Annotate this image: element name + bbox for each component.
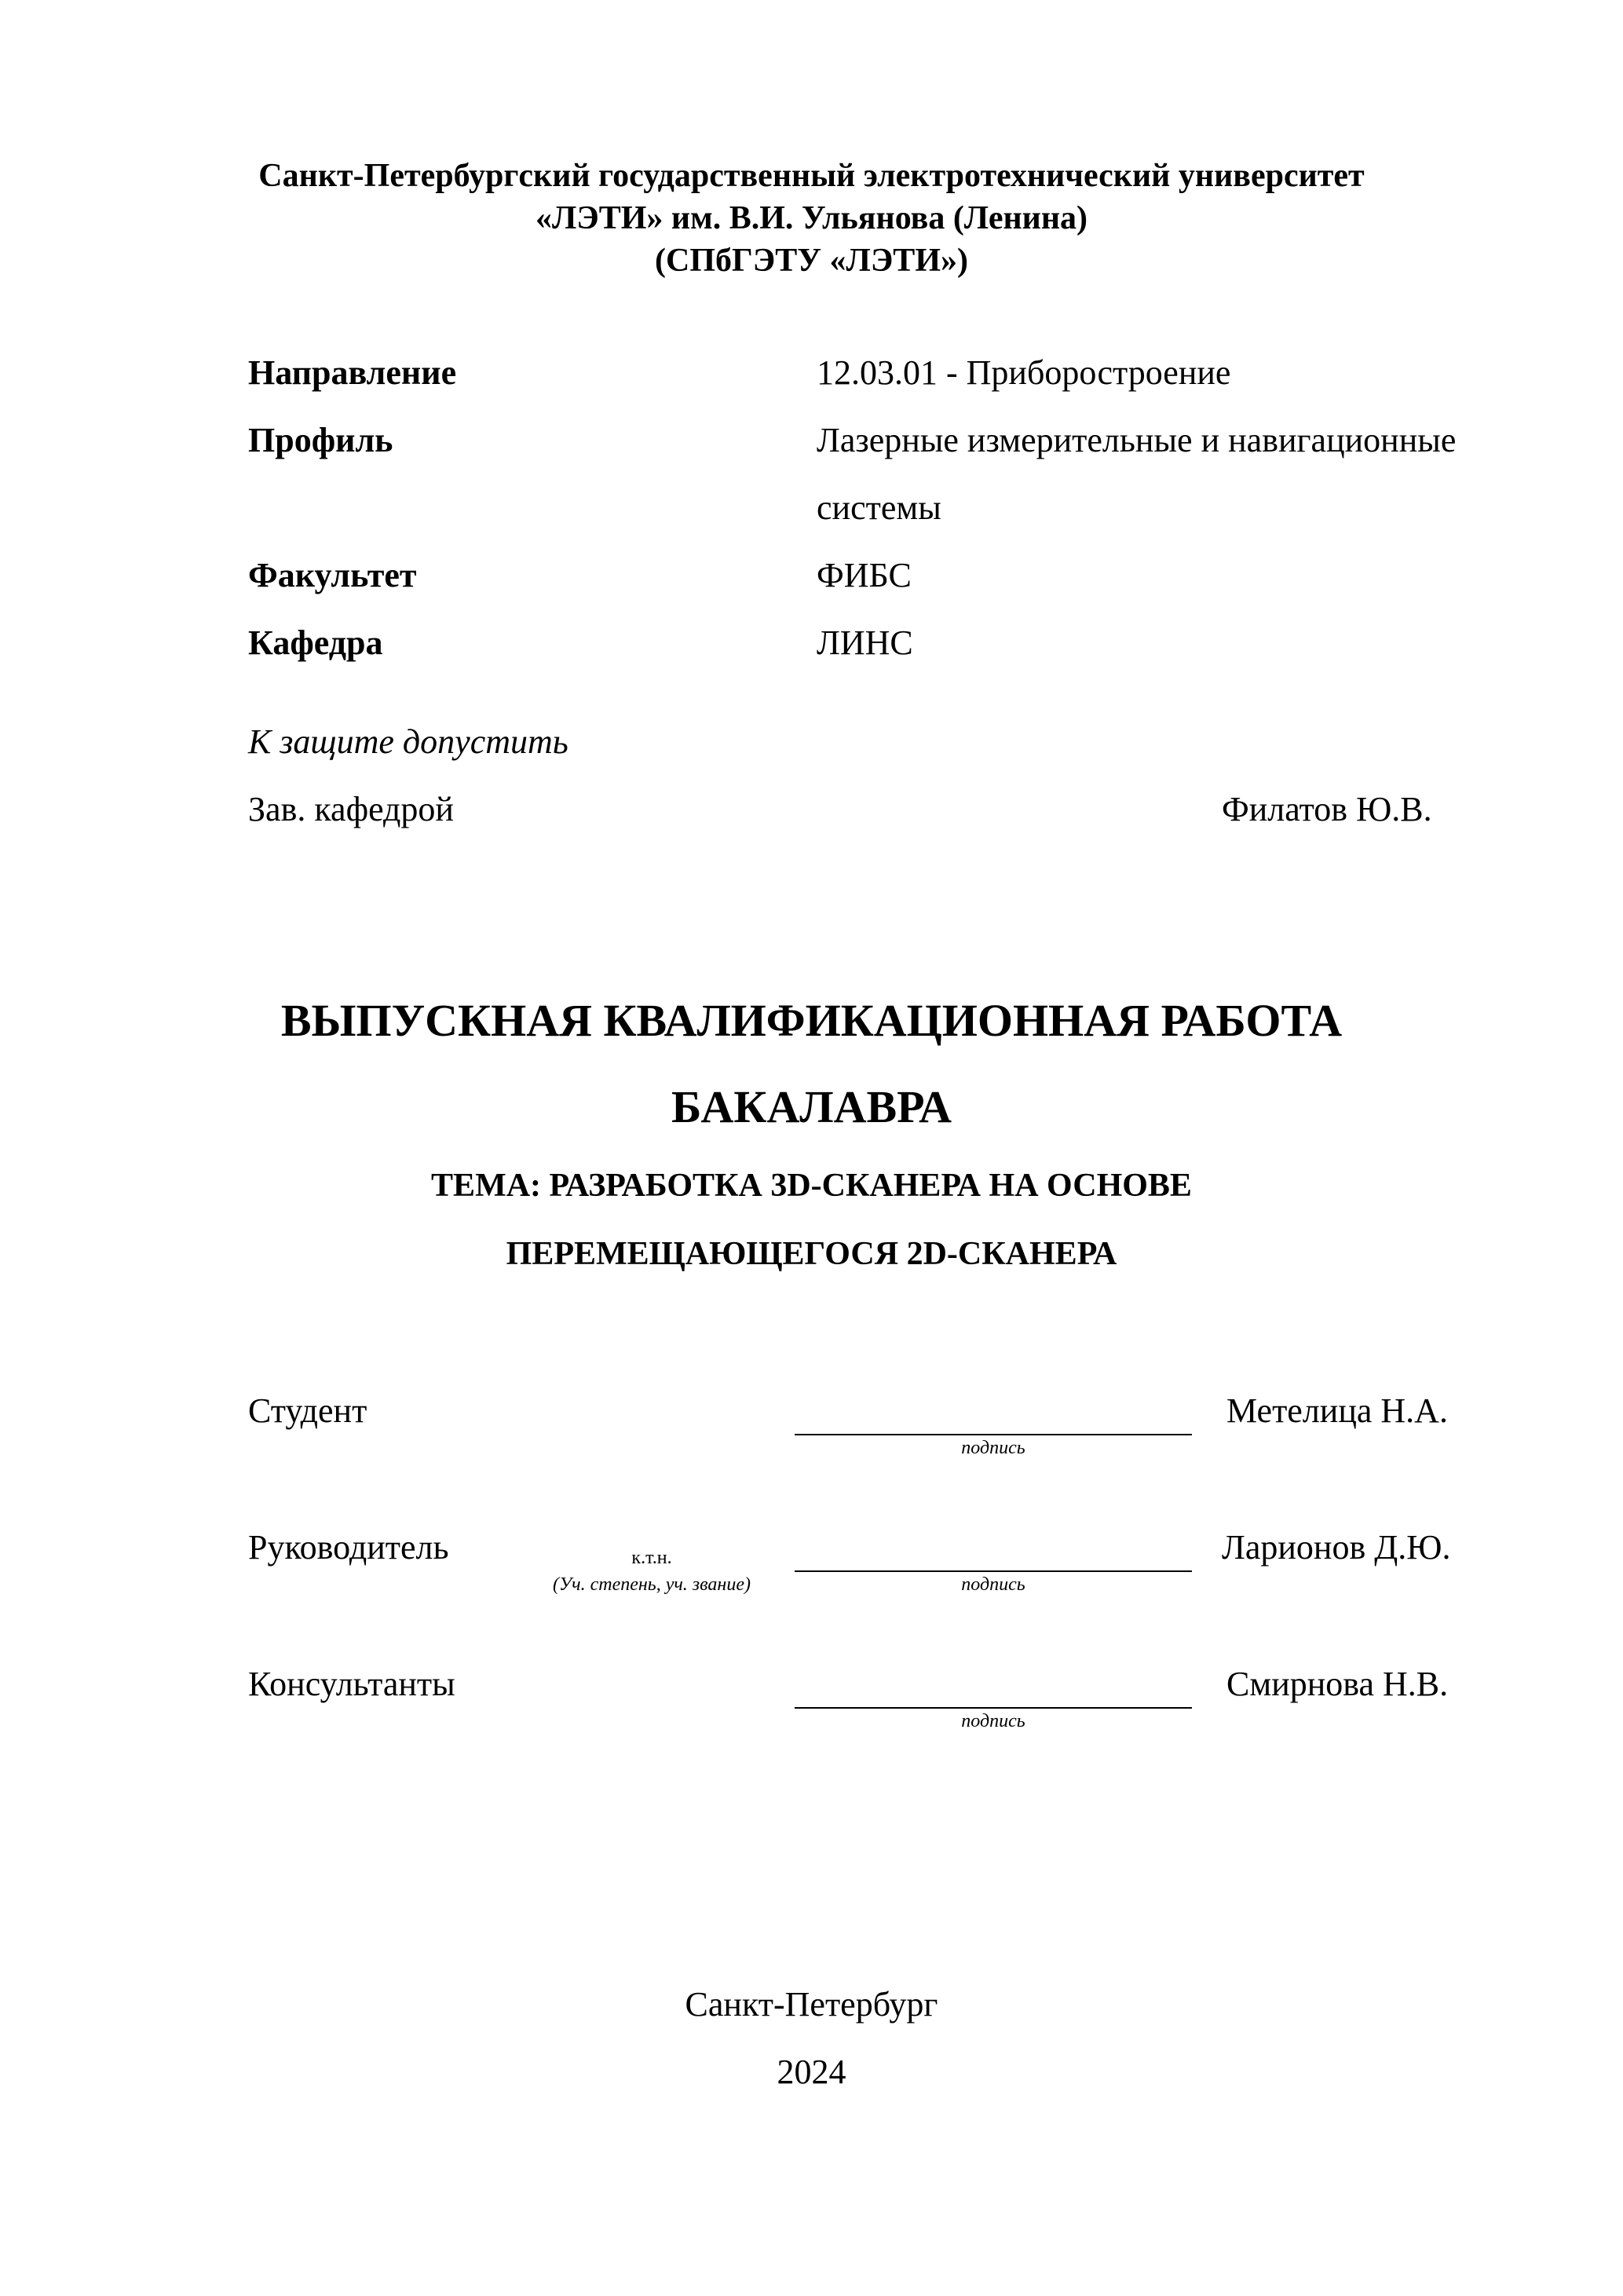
supervisor-signature-line <box>795 1570 1192 1572</box>
faculty-value: ФИБС <box>817 556 912 594</box>
consultant-signature-line <box>795 1707 1192 1709</box>
faculty-label: Факультет <box>248 556 417 594</box>
head-of-department-label: Зав. кафедрой <box>248 790 454 828</box>
thesis-topic-line2: ПЕРЕМЕЩАЮЩЕГОСЯ 2D-СКАНЕРА <box>506 1236 1117 1272</box>
year: 2024 <box>777 2053 846 2091</box>
consultant-name: Смирнова Н.В. <box>1226 1665 1449 1703</box>
direction-label: Направление <box>248 353 457 392</box>
student-name: Метелица Н.А. <box>1226 1391 1448 1430</box>
consultant-signature-caption: подпись <box>961 1711 1025 1731</box>
city: Санкт-Петербург <box>685 1985 938 2024</box>
profile-value: Лазерные измерительные и навигационные <box>817 421 1457 459</box>
supervisor-label: Руководитель <box>248 1528 449 1567</box>
supervisor-name: Ларионов Д.Ю. <box>1222 1528 1451 1567</box>
student-label: Студент <box>248 1391 367 1430</box>
direction-value: 12.03.01 - Приборостроение <box>817 353 1231 392</box>
student-signature-caption: подпись <box>961 1438 1025 1458</box>
department-label: Кафедра <box>248 623 383 662</box>
university-abbreviation: (СПбГЭТУ «ЛЭТИ») <box>655 243 968 279</box>
department-value: ЛИНС <box>817 623 913 662</box>
consultants-label: Консультанты <box>248 1665 455 1703</box>
supervisor-degree-caption: (Уч. степень, уч. звание) <box>553 1574 751 1595</box>
profile-value-continued: системы <box>817 488 941 527</box>
supervisor-degree: к.т.н. <box>631 1548 672 1568</box>
thesis-topic: ТЕМА: РАЗРАБОТКА 3D-СКАНЕРА НА ОСНОВЕ <box>431 1168 1192 1204</box>
student-signature-line <box>795 1434 1192 1435</box>
document-title-line2: БАКАЛАВРА <box>671 1081 952 1132</box>
admission-caption: К защите допустить <box>248 722 568 761</box>
university-name: Санкт-Петербургский государственный электротехнический университет <box>258 158 1365 194</box>
profile-label: Профиль <box>248 421 393 459</box>
university-name-line2: «ЛЭТИ» им. В.И. Ульянова (Ленина) <box>535 200 1088 236</box>
document-title: ВЫПУСКНАЯ КВАЛИФИКАЦИОННАЯ РАБОТА <box>280 995 1343 1046</box>
supervisor-signature-caption: подпись <box>961 1574 1025 1595</box>
head-of-department-name: Филатов Ю.В. <box>1222 790 1432 828</box>
